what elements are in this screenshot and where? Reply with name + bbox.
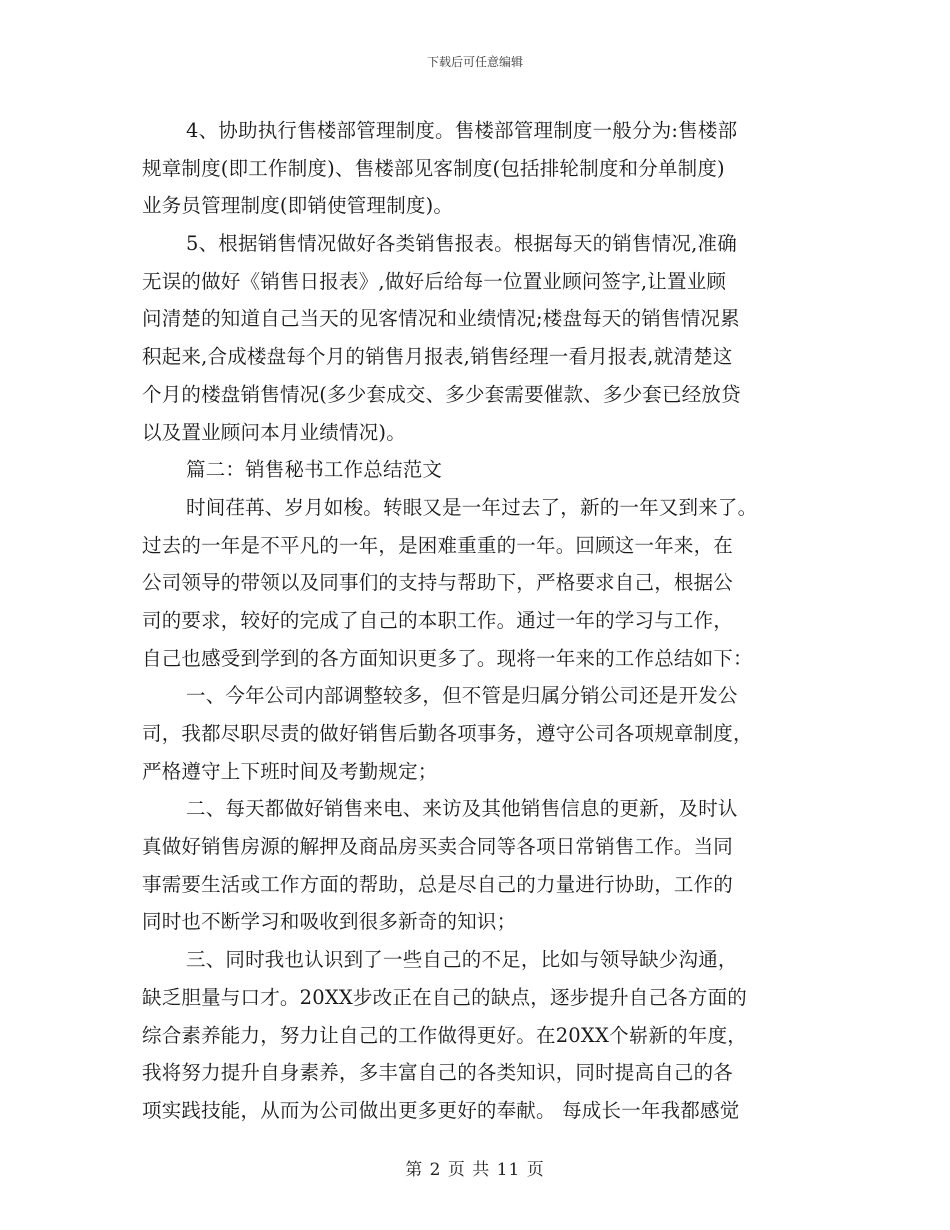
paragraph-line: 以及置业顾问本月业绩情况)。	[142, 420, 406, 444]
paragraph-line: 二、每天都做好销售来电、来访及其他销售信息的更新，及时认	[186, 797, 738, 821]
paragraph-line: 时间荏苒、岁月如梭。转眼又是一年过去了，新的一年又到来了。	[186, 495, 758, 519]
paragraph-line: 公司领导的带领以及同事们的支持与帮助下，严格要求自己，根据公	[142, 571, 734, 595]
paragraph-line: 业务员管理制度(即销使管理制度)。	[142, 194, 454, 218]
page-header: 下载后可任意编辑	[426, 55, 523, 69]
paragraph-line: 综合素养能力，努力让自己的工作做得更好。在20XX个崭新的年度，	[142, 1023, 747, 1047]
page-footer: 第 2 页 共 11 页	[405, 1160, 545, 1180]
paragraph-line: 真做好销售房源的解押及商品房买卖合同等各项日常销售工作。当同	[142, 835, 734, 859]
paragraph-line: 规章制度(即工作制度)、售楼部见客制度(包括排轮制度和分单制度)	[142, 156, 725, 180]
document-body	[142, 112, 810, 1130]
paragraph-line: 司的要求，较好的完成了自己的本职工作。通过一年的学习与工作，	[142, 608, 734, 632]
paragraph-line: 一、今年公司内部调整较多，但不管是归属分销公司还是开发公	[186, 684, 738, 708]
paragraph-line: 5、根据销售情况做好各类销售报表。根据每天的销售情况,准确	[186, 232, 737, 256]
paragraph-line: 过去的一年是不平凡的一年，是困难重重的一年。回顾这一年来，在	[142, 533, 734, 557]
paragraph-line: 积起来,合成楼盘每个月的销售月报表,销售经理一看月报表,就清楚这	[142, 345, 733, 369]
paragraph-line: 司，我都尽职尽责的做好销售后勤各项事务，遵守公司各项规章制度，	[142, 722, 753, 745]
paragraph-line: 缺乏胆量与口才。20XX步改正在自己的缺点，逐步提升自己各方面的	[142, 985, 747, 1009]
paragraph-line: 个月的楼盘销售情况(多少套成交、多少套需要催款、多少套已经放贷	[142, 382, 741, 406]
paragraph-line: 我将努力提升自身素养，多丰富自己的各类知识，同时提高自己的各	[142, 1061, 734, 1085]
section-heading: 篇二：销售秘书工作总结范文	[186, 458, 443, 482]
paragraph-line: 无误的做好《销售日报表》,做好后给每一位置业顾问签字,让置业顾	[142, 269, 727, 293]
paragraph-line: 问清楚的知道自己当天的见客情况和业绩情况;楼盘每天的销售情况累	[142, 307, 740, 331]
paragraph-line: 4、协助执行售楼部管理制度。售楼部管理制度一般分为:售楼部	[186, 119, 738, 142]
paragraph-line: 严格遵守上下班时间及考勤规定；	[142, 759, 438, 783]
paragraph-line: 事需要生活或工作方面的帮助，总是尽自己的力量进行协助，工作的	[142, 872, 734, 896]
paragraph-line: 三、同时我也认识到了一些自己的不足，比如与领导缺少沟通，	[186, 948, 738, 972]
paragraph-line: 自己也感受到学到的各方面知识更多了。现将一年来的工作总结如下：	[142, 646, 753, 670]
paragraph-line: 同时也不断学习和吸收到很多新奇的知识；	[142, 910, 517, 934]
paragraph-line: 项实践技能，从而为公司做出更多更好的奉献。 每成长一年我都感觉	[142, 1098, 740, 1122]
